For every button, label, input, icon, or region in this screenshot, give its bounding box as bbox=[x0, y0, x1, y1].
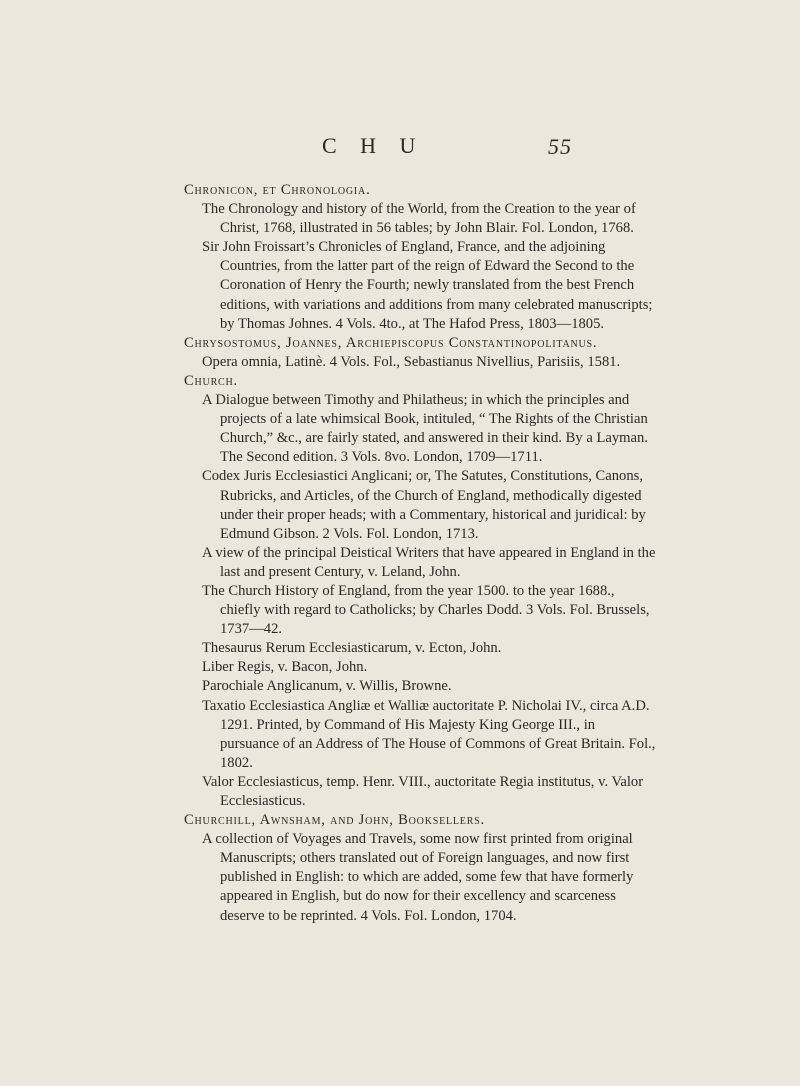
catalogue-entry: Taxatio Ecclesiastica Angliæ et Walliæ auctoritate P. Nicholai IV., circa A.D. 1291. Printed, by Command of His Majesty King George III., in pursuance of an Address of The House of Commons of Great Britain. Fol., 1802. bbox=[202, 697, 656, 771]
catalogue-entry: The Church History of England, from the year 1500. to the year 1688., chiefly with regard to Catholicks; by Charles Dodd. 3 Vols. Fol. Brussels, 1737—42. bbox=[202, 582, 650, 638]
catalogue-entry: A Dialogue between Timothy and Philatheus; in which the principles and projects of a late whimsical Book, intituled, “ The Rights of the Christian Church,” &c., are fairly stated, and answered in their kind. By a Layman. The Second edition. 3 Vols. 8vo. London, 1709—1711. bbox=[202, 392, 648, 466]
catalogue-entry: Codex Juris Ecclesiastici Anglicani; or, The Satutes, Constitutions, Canons, Rubricks, and Articles, of the Church of England, methodically digested under their proper heads; with a Commentary, historical and juridical: by Edmund Gibson. 2 Vols. Fol. London, 1713. bbox=[202, 468, 646, 542]
catalogue-entry: A collection of Voyages and Travels, some now first printed from original Manuscripts; others translated out of Foreign languages, and now first published in English: to which are added, some few that have formerly appeared in English, but do now for their excellency and scarceness deserve to be reprinted. 4 Vols. Fol. London, 1704. bbox=[202, 831, 634, 924]
section-heading-church: Church. bbox=[184, 372, 238, 389]
catalogue-entry: Liber Regis, v. Bacon, John. bbox=[202, 659, 368, 676]
catalogue-entry: Parochiale Anglicanum, v. Willis, Browne. bbox=[202, 678, 452, 695]
section-heading-chronicon: Chronicon, et Chronologia. bbox=[184, 182, 371, 198]
catalogue-entry: Sir John Froissart’s Chronicles of England, France, and the adjoining Countries, from the latter part of the reign of Edward the Second to the Coronation of Henry the Fourth; newly translated from the best French editions, with variations and additions from many celebrated manuscripts; by Thomas Johnes. 4 Vols. 4to., at The Hafod Press, 1803—1805. bbox=[202, 239, 653, 332]
catalogue-entry: Thesaurus Rerum Ecclesiasticarum, v. Ecton, John. bbox=[202, 640, 502, 657]
section-heading-churchill: Churchill, Awnsham, and John, Booksellers. bbox=[184, 812, 485, 829]
catalogue-entry: A view of the principal Deistical Writers that have appeared in England in the last and present Century, v. Leland, John. bbox=[202, 544, 656, 580]
catalogue-content bbox=[184, 181, 656, 926]
page-number: 55 bbox=[548, 134, 572, 159]
section-heading-chrysostomus: Chrysostomus, Joannes, Archiepiscopus Constantinopolitanus. bbox=[184, 334, 598, 351]
running-head-title: C H U bbox=[322, 133, 425, 158]
catalogue-entry: Opera omnia, Latinè. 4 Vols. Fol., Sebastianus Nivellius, Parisiis, 1581. bbox=[202, 353, 621, 370]
catalogue-entry: The Chronology and history of the World, from the Creation to the year of Christ, 1768, illustrated in 56 tables; by John Blair. Fol. London, 1768. bbox=[202, 201, 636, 237]
catalogue-entry: Valor Ecclesiasticus, temp. Henr. VIII., auctoritate Regia institutus, v. Valor Ecclesiasticus. bbox=[202, 773, 644, 809]
